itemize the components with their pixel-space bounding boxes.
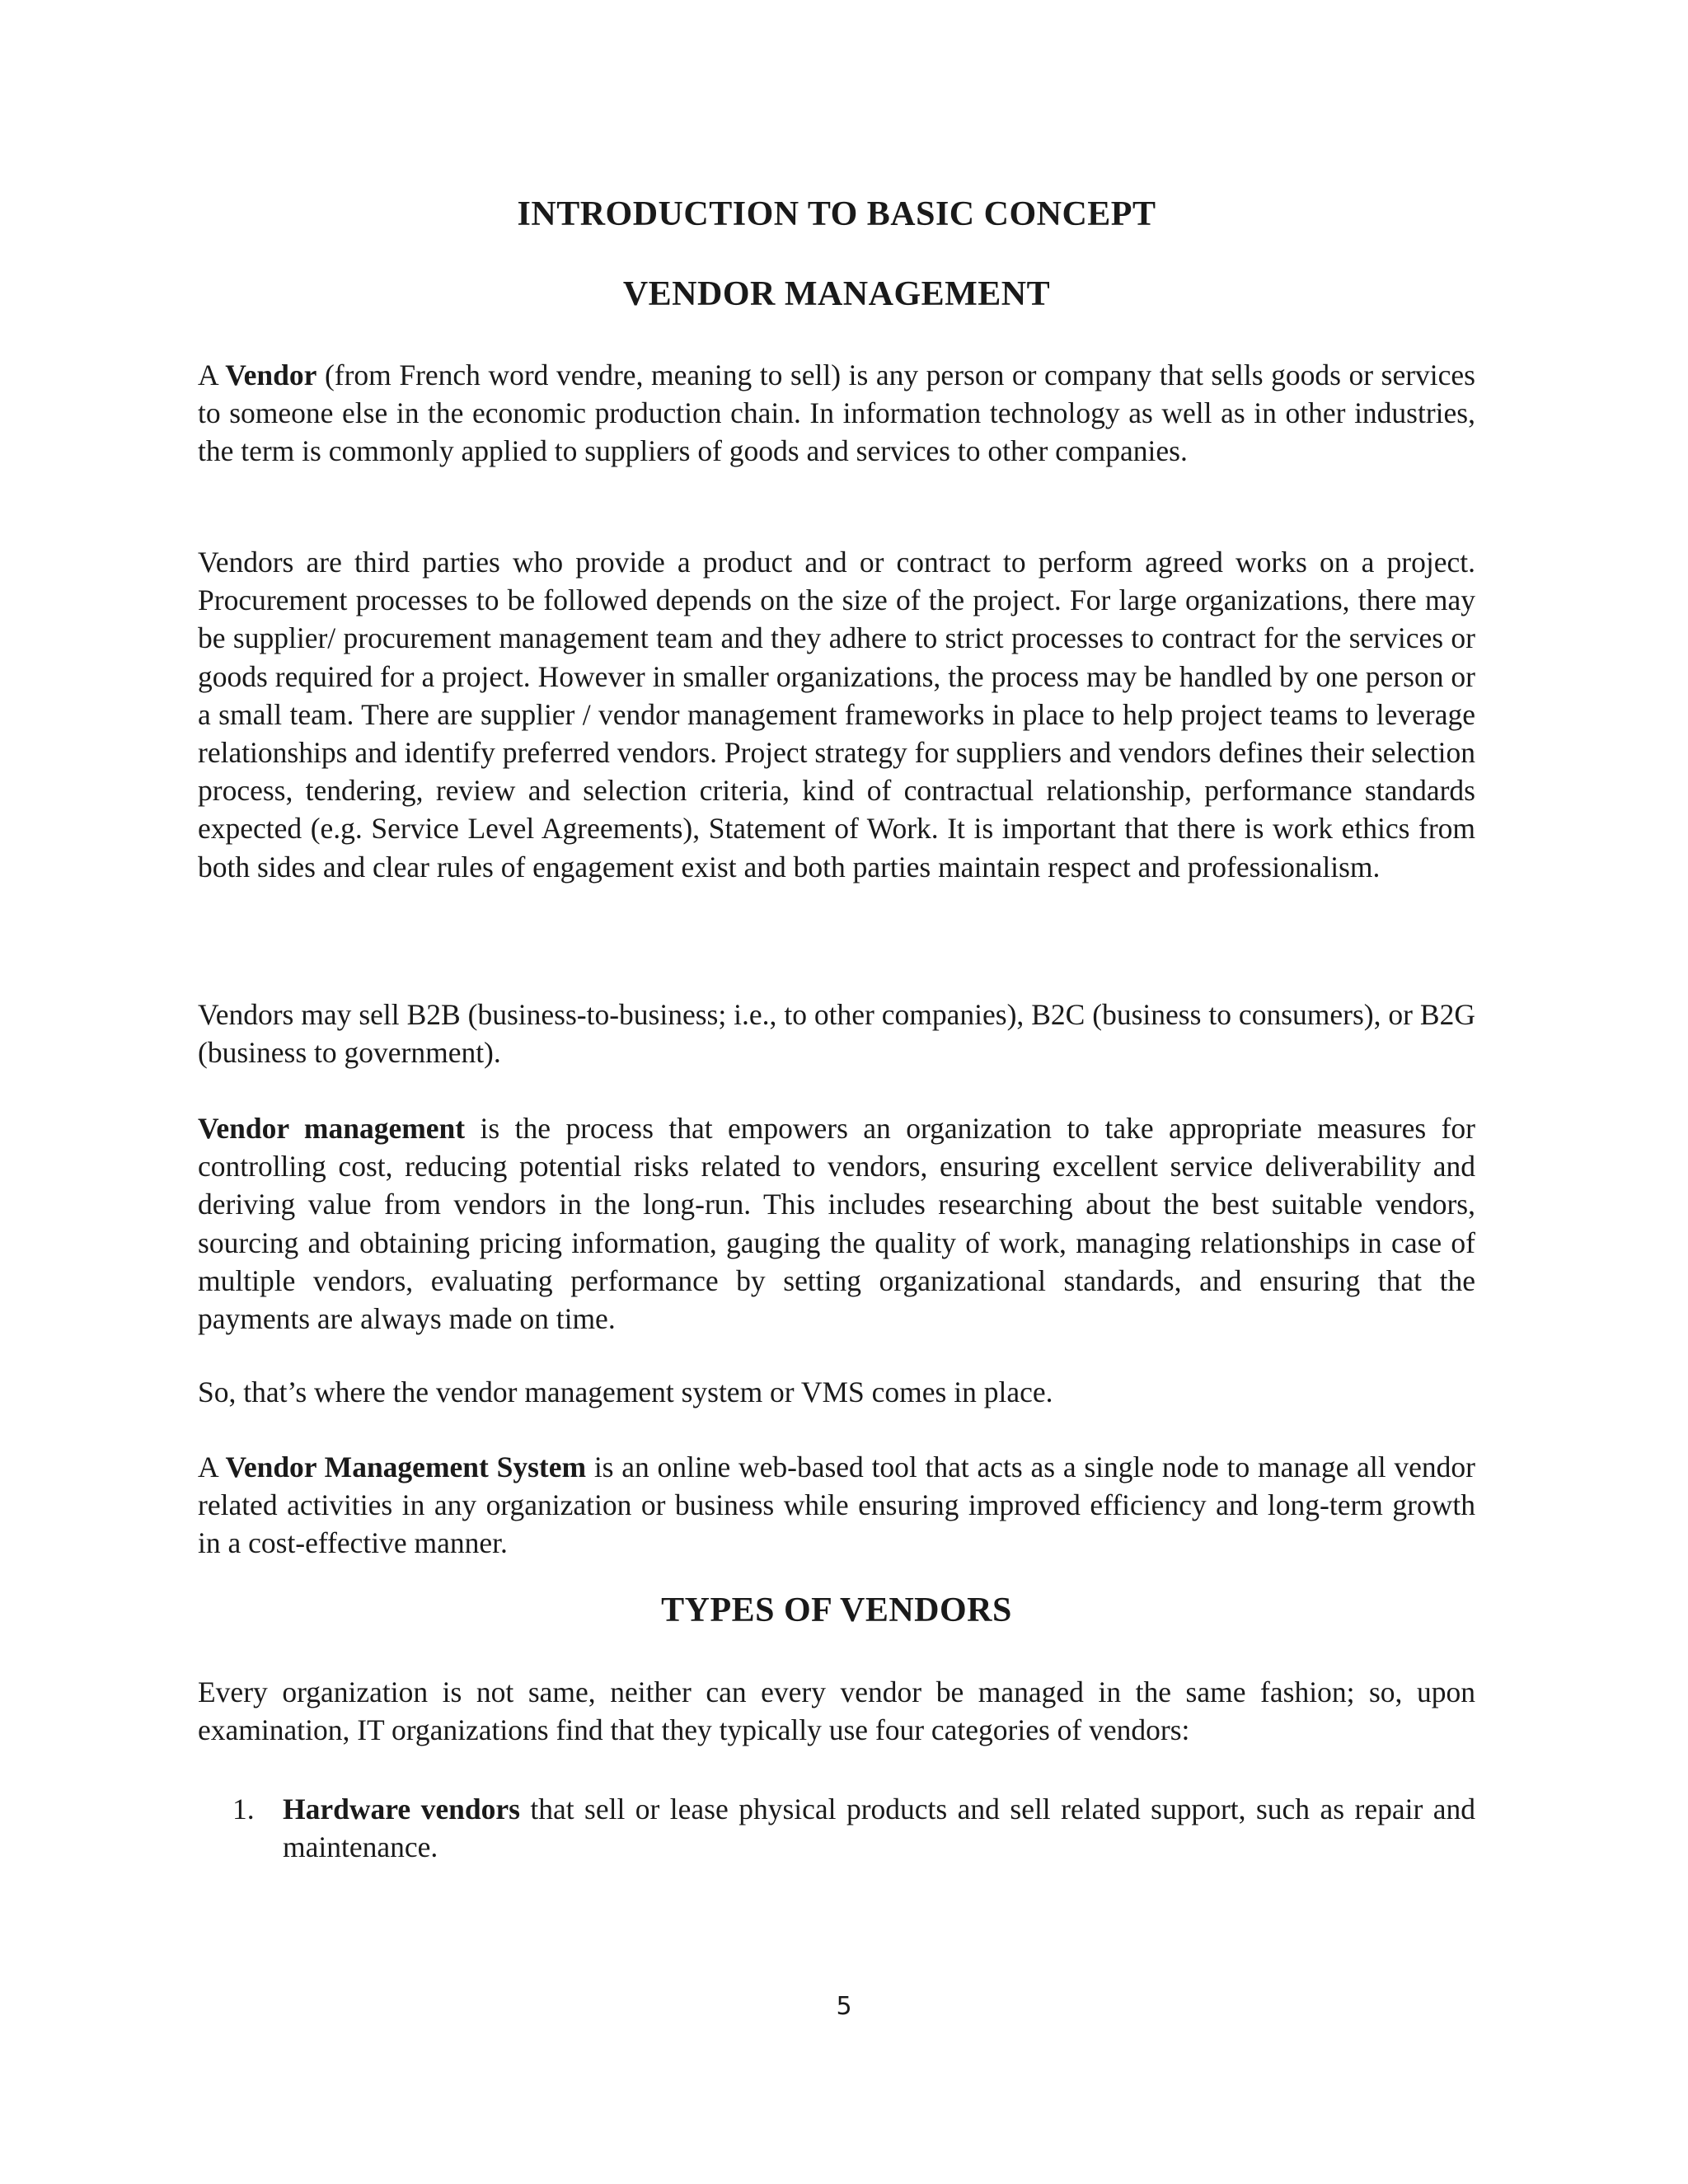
paragraph-b2b-b2c: Vendors may sell B2B (business-to-business; i.e., to other companies), B2C (business to consumers), or B2G (business to government). xyxy=(198,998,1475,1070)
paragraph-text: is an online web-based tool that acts as a single node to manage all vendor related activities in any organization or business while ensuring improved efficiency and long-term growth in a cost-effective manner. xyxy=(198,1451,1475,1560)
term-vendor-management: Vendor management xyxy=(198,1112,466,1145)
paragraph-text: is the process that empowers an organization to take appropriate measures for controlling cost, reducing potential risks related to vendors, ensuring excellent service deliverability and deriving value from vendors in the long-run. This includes researching about the best suitable vendors, sourcing and obtaining pricing information, gauging the quality of work, managing relationships in case of multiple vendors, evaluating performance by setting organizational standards, and ensuring that the payments are always made on time. xyxy=(198,1112,1475,1336)
list-item-number: 1. xyxy=(232,1793,255,1825)
paragraph-third-parties: Vendors are third parties who provide a product and or contract to perform agreed works on a project. Procurement processes to be followed depends on the size of the project. For large organizations, there may be supplier/ procurement management team and they adhere to strict processes to contract for the services or goods required for a project. However in smaller organizations, the process may be handled by one person or a small team. There are supplier / vendor management frameworks in place to help project teams to leverage relationships and identify preferred vendors. Project strategy for suppliers and vendors defines their selection process, tendering, review and selection criteria, kind of contractual relationship, performance standards expected (e.g. Service Level Agreements), Statement of Work. It is important that there is work ethics from both sides and clear rules of engagement exist and both parties maintain respect and professionalism. xyxy=(198,546,1475,883)
paragraph-vms-intro: So, that’s where the vendor management system or VMS comes in place. xyxy=(198,1376,1053,1408)
page-number: 5 xyxy=(836,1992,852,2021)
paragraph-vendor-definition xyxy=(198,356,1475,471)
paragraph-vendor-management xyxy=(198,1109,1475,1338)
list-item-text: that sell or lease physical products and sell related support, such as repair and maintenance. xyxy=(283,1793,1475,1864)
paragraph-lead: A xyxy=(198,1451,226,1483)
paragraph-lead: A xyxy=(198,359,226,391)
term-vendor-management-system: Vendor Management System xyxy=(225,1451,587,1483)
main-title: INTRODUCTION TO BASIC CONCEPT xyxy=(517,195,1156,233)
section-title-vendor-management: VENDOR MANAGEMENT xyxy=(622,275,1051,313)
paragraph-vms-definition xyxy=(198,1448,1475,1563)
section-title-types-of-vendors: TYPES OF VENDORS xyxy=(661,1591,1012,1629)
term-vendor: Vendor xyxy=(225,359,317,391)
paragraph-categories: Every organization is not same, neither can every vendor be managed in the same fashion; so, upon examination, IT organizations find that they typically use four categories of vendors: xyxy=(198,1675,1475,1747)
vendor-types-list xyxy=(198,1790,1475,1866)
list-item xyxy=(198,1790,1475,1866)
paragraph-text: (from French word vendre, meaning to sell) is any person or company that sells goods or services to someone else in the economic production chain. In information technology as well as in other industries, the term is commonly applied to suppliers of goods and services to other companies. xyxy=(198,359,1475,468)
list-item-term: Hardware vendors xyxy=(283,1793,520,1825)
